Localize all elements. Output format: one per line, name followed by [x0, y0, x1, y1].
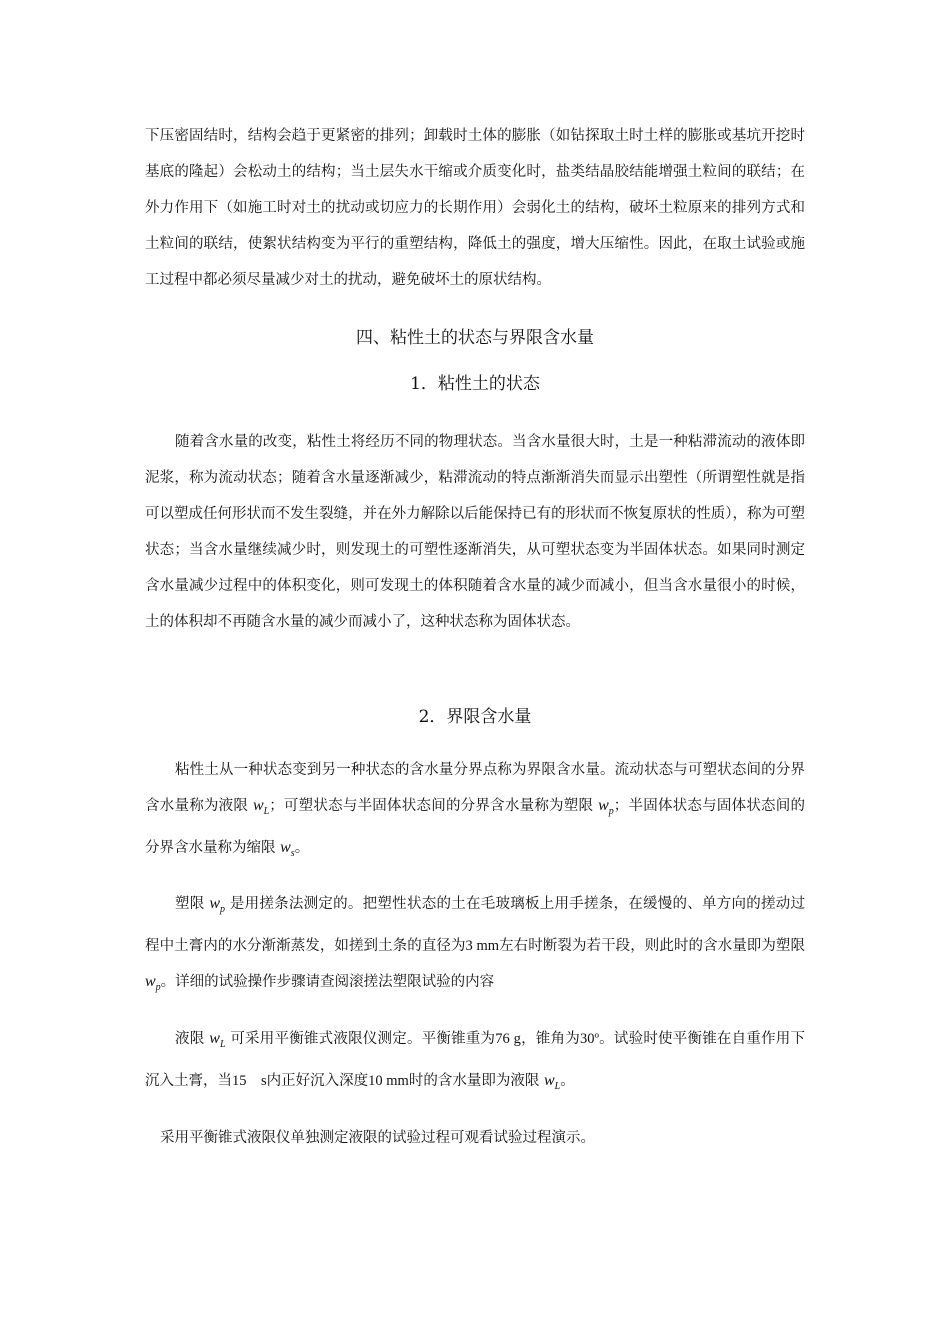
sink-time-value: 15 s: [232, 1073, 267, 1089]
limit-paragraph: [145, 752, 805, 872]
liquid-text-h: 内正好沉入深度: [266, 1073, 369, 1089]
liquid-limit-symbol: $w_L$: [543, 1072, 561, 1092]
plastic-limit-symbol: $w_p$: [209, 895, 226, 915]
limit-text-c: ；半固体状态与固体状态间的分界含水量称为缩限: [145, 798, 806, 856]
liquid-text-b: 可采用平衡锥式液限仪测定。平衡锥重为: [225, 1031, 496, 1047]
section-title: 四、粘性土的状态与界限含水量: [356, 328, 594, 348]
limit-text-a: 粘性土从一种状态变到另一种状态的含水量分界点称为界限含水量。流动状态与可塑状态间的分界含水量称为液限: [145, 762, 805, 814]
plastic-limit-symbol: $w_p$: [145, 973, 161, 993]
sink-depth-value: 10 mm: [368, 1073, 409, 1089]
intro-paragraph: 下压密固结时，结构会趋于更紧密的排列；卸载时土体的膨胀（如钻探取土时土样的膨胀或基坑开挖时基底的隆起）会松动土的结构；当土层失水干缩或介质变化时，盐类结晶胶结能增强土粒间的联结；在外力作用下（如施工时对土的扰动或切应力的长期作用）会弱化土的结构，破坏土粒原来的排列方式和土粒间的联结，使絮状结构变为平行的重塑结构，降低土的强度，增大压缩性。因此，在取土试验或施工过程中都必须尽量减少对土的扰动，避免破坏土的原状结构。: [145, 128, 805, 288]
liquid-text-f: 。试验时使平衡锥在自重作用下沉入土膏，当: [145, 1031, 806, 1089]
limit-text-d: 。: [294, 840, 310, 856]
plastic-text-d: 左右时断裂为若干段，则此时的含水量即为塑限: [499, 938, 806, 954]
plastic-limit-symbol: $w_p$: [598, 797, 614, 817]
shrinkage-limit-symbol: $w_s$: [280, 839, 295, 859]
subsection-title-limit: 2．界限含水量: [418, 707, 532, 727]
cone-weight-value: 76 g: [495, 1031, 521, 1047]
liquid-text-j: 时的含水量即为液限: [408, 1073, 544, 1089]
plastic-text-e: 。详细的试验操作步骤请查阅滚搓法塑限试验的内容: [160, 974, 495, 990]
liquid-limit-symbol: $w_L$: [252, 797, 270, 817]
liquid-limit-symbol: $w_L$: [209, 1030, 226, 1050]
plastic-text-b: 是用搓条法测定的。把塑性状态的土在毛玻璃板上用手搓条，在缓慢的、单方向的搓动过程中土膏内的水分渐渐蒸发，如搓到土条的直径为: [145, 896, 806, 954]
liquid-text-a: 液限: [175, 1031, 210, 1047]
limit-text-b: ；可塑状态与半固体状态间的分界含水量称为塑限: [269, 798, 599, 814]
liquid-text-d: ，锥角为: [520, 1031, 580, 1047]
plastic-text-a: 塑限: [175, 896, 210, 912]
plastic-limit-paragraph: [145, 886, 805, 1006]
plastic-diameter-value: 3 mm: [465, 938, 500, 954]
state-paragraph: 随着含水量的改变，粘性土将经历不同的物理状态。当含水量很大时，土是一种粘滞流动的液体即泥浆，称为流动状态；随着含水量逐渐减少，粘滞流动的特点渐渐消失而显示出塑性（所谓塑性就是指可以塑成任何形状而不发生裂缝，并在外力解除以后能保持已有的形状而不恢复原状的性质），称为可塑状态；当含水量继续减少时，则发现土的可塑性逐渐消失，从可塑状态变为半固体状态。如果同时测定含水量减少过程中的体积变化，则可发现土的体积随着含水量的减少而减小，但当含水量很小的时候，土的体积却不再随含水量的减少而减小了，这种状态称为固体状态。: [145, 434, 805, 630]
liquid-text-k: 。: [560, 1073, 575, 1089]
cone-angle-value: 30º: [579, 1031, 599, 1047]
subsection-title-state: 1．粘性土的状态: [410, 374, 540, 394]
demo-paragraph: 采用平衡锥式液限仪单独测定液限的试验过程可观看试验过程演示。: [160, 1130, 595, 1146]
liquid-limit-paragraph: [145, 1021, 805, 1105]
